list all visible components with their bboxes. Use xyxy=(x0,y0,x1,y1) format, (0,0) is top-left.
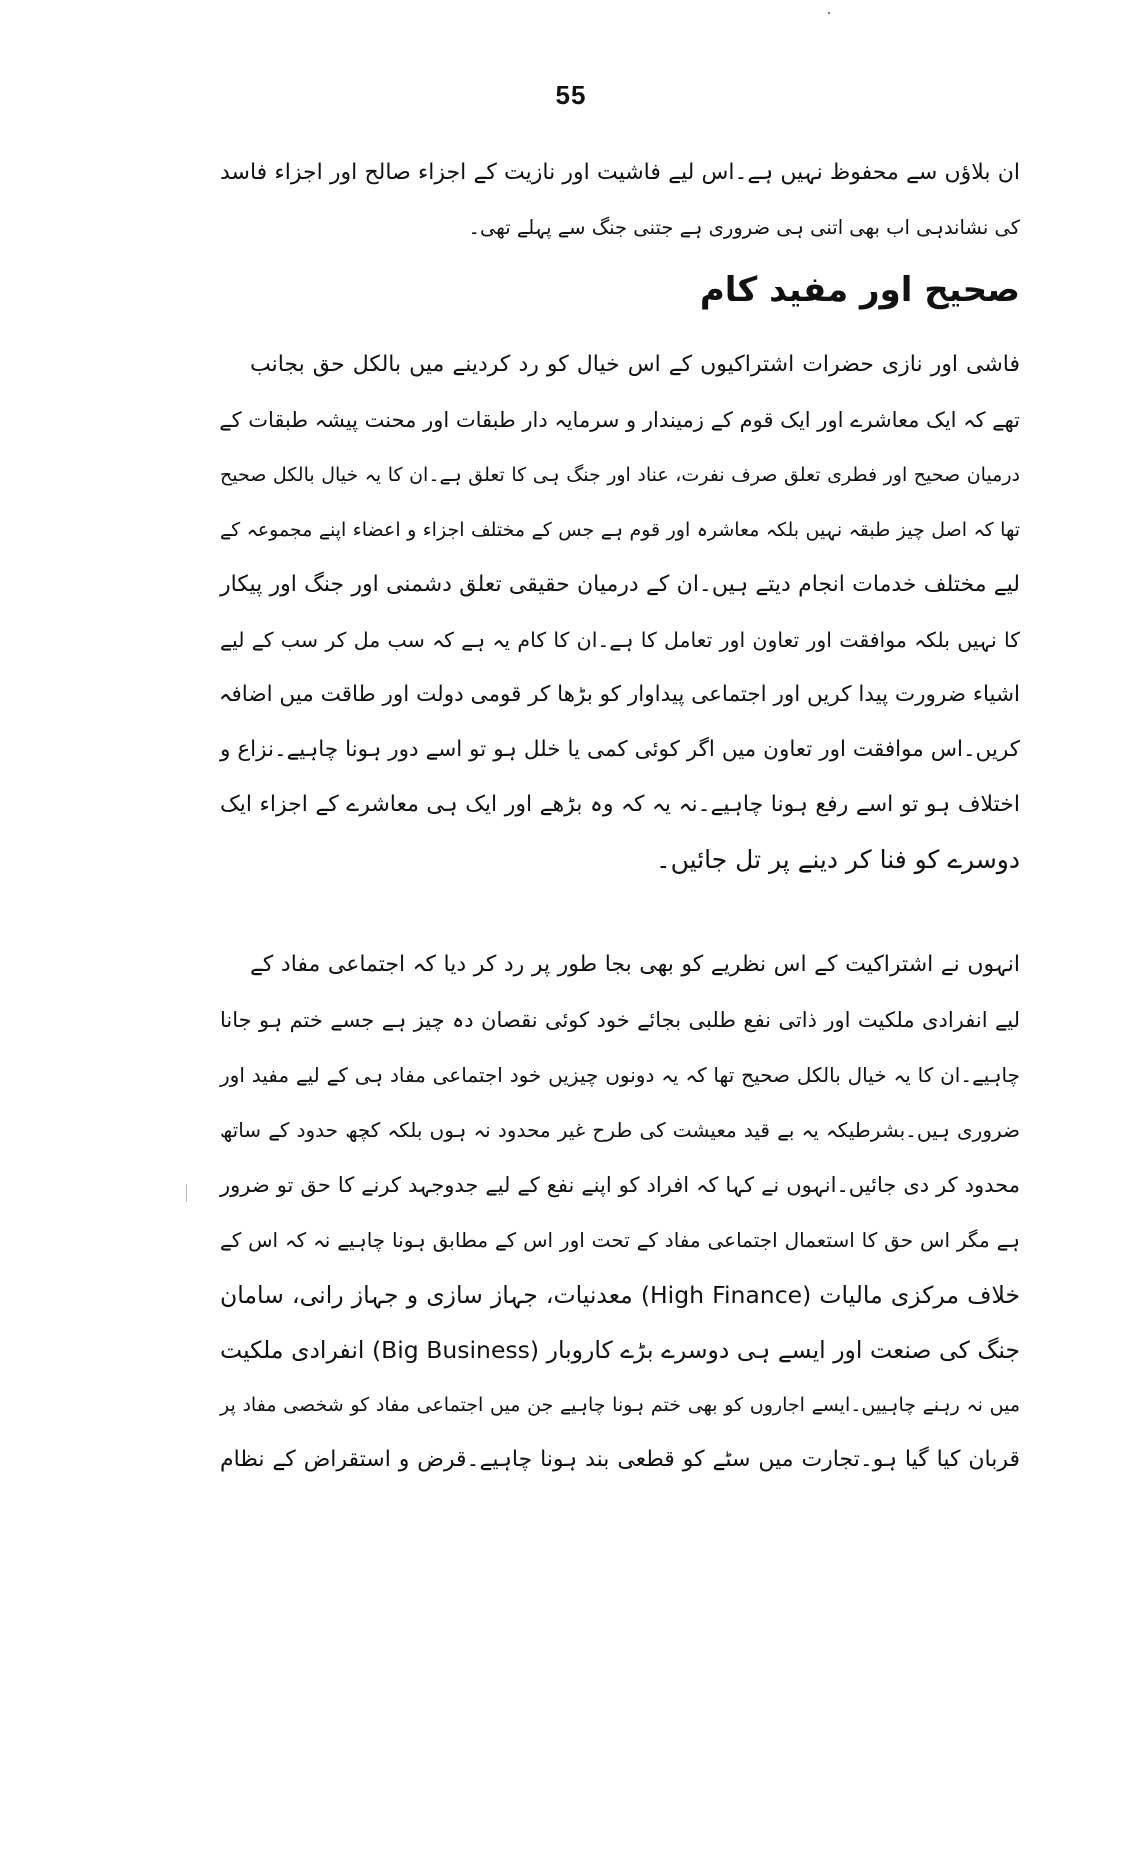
paragraph-1 xyxy=(220,148,1020,258)
section-heading: صحیح اور مفید کام xyxy=(699,270,1020,310)
scan-speck xyxy=(828,12,830,14)
text-line: ضروری ہیں۔بشرطیکہ یہ بے قید معیشت کی طرح غیر محدود نہ ہوں بلکہ کچھ حدود کے ساتھ xyxy=(220,1118,1020,1142)
text-line: درمیان صحیح اور فطری تعلق صرف نفرت، عناد اور جنگ ہی کا تعلق ہے۔ان کا یہ خیال بالکل صحیح xyxy=(220,464,1020,486)
text-line: محدود کر دی جائیں۔انہوں نے کہا کہ افراد کو اپنے نفع کے لیے جدوجہد کرنے کا حق تو ضرور xyxy=(220,1173,1020,1197)
scan-speck xyxy=(186,1184,187,1202)
text-line: تھے کہ ایک معاشرے اور ایک قوم کے زمیندار و سرمایہ دار طبقات اور محنت پیشہ طبقات کے xyxy=(219,408,1020,432)
text-line: کی نشاندہی اب بھی اتنی ہی ضروری ہے جتنی جنگ سے پہلے تھی۔ xyxy=(468,216,1020,239)
text-line: ہے مگر اس حق کا استعمال اجتماعی مفاد کے تحت اور اس کے مطابق ہونا چاہیے نہ کہ اس کے xyxy=(220,1228,1020,1252)
text-line: خلاف مرکزی مالیات (High Finance) معدنیات، جہاز سازی و جہاز رانی، سامان xyxy=(220,1281,1020,1309)
text-line: اشیاء ضرورت پیدا کریں اور اجتماعی پیداوار کو بڑھا کر قومی دولت اور طاقت میں اضافہ xyxy=(218,682,1020,707)
text-line: اختلاف ہو تو اسے رفع ہونا چاہیے۔نہ یہ کہ وہ بڑھے اور ایک ہی معاشرے کے اجزاء ایک xyxy=(220,792,1020,817)
text-line: دوسرے کو فنا کر دینے پر تل جائیں۔ xyxy=(655,845,1020,874)
text-line: انہوں نے اشتراکیت کے اس نظریے کو بھی بجا طور پر رد کر دیا کہ اجتماعی مفاد کے xyxy=(250,952,1020,977)
text-line: تھا کہ اصل چیز طبقہ نہیں بلکہ معاشرہ اور قوم ہے جس کے مختلف اجزاء و اعضاء اپنے مجموعہ کے xyxy=(220,519,1020,541)
text-line: میں نہ رہنے چاہییں۔ایسے اجاروں کو بھی ختم ہونا چاہیے جن میں اجتماعی مفاد کو شخصی مفاد پر xyxy=(220,1394,1020,1416)
text-line: جنگ کی صنعت اور ایسے ہی دوسرے بڑے کاروبار (Big Business) انفرادی ملکیت xyxy=(220,1336,1020,1364)
page-number: 55 xyxy=(555,80,587,110)
text-line: کا نہیں بلکہ موافقت اور تعاون اور تعامل کا ہے۔ان کا کام یہ ہے کہ سب مل کر سب کے لیے xyxy=(220,628,1020,652)
text-line: فاشی اور نازی حضرات اشتراکیوں کے اس خیال کو رد کردینے میں بالکل حق بجانب xyxy=(250,352,1020,377)
text-line: قربان کیا گیا ہو۔تجارت میں سٹے کو قطعی بند ہونا چاہیے۔قرض و استقراض کے نظام xyxy=(220,1447,1020,1472)
section-heading-block xyxy=(220,270,1020,330)
text-line: لیے مختلف خدمات انجام دیتے ہیں۔ان کے درمیان حقیقی تعلق دشمنی اور جنگ اور پیکار xyxy=(220,572,1020,597)
paragraph-3 xyxy=(220,940,1020,1500)
text-line: ان بلاؤں سے محفوظ نہیں ہے۔اس لیے فاشیت اور نازیت کے اجزاء صالح اور اجزاء فاسد xyxy=(220,160,1020,185)
text-line: لیے انفرادی ملکیت اور ذاتی نفع طلبی بجائے خود کوئی نقصان دہ چیز ہے جسے ختم ہو جانا xyxy=(220,1008,1020,1032)
text-line: کریں۔اس موافقت اور تعاون میں اگر کوئی کمی یا خلل ہو تو اسے دور ہونا چاہیے۔نزاع و xyxy=(220,737,1020,762)
paragraph-2 xyxy=(220,340,1020,900)
text-line: چاہیے۔ان کا یہ خیال بالکل صحیح تھا کہ یہ دونوں چیزیں خود اجتماعی مفاد ہی کے لیے مفید اور xyxy=(220,1063,1020,1087)
